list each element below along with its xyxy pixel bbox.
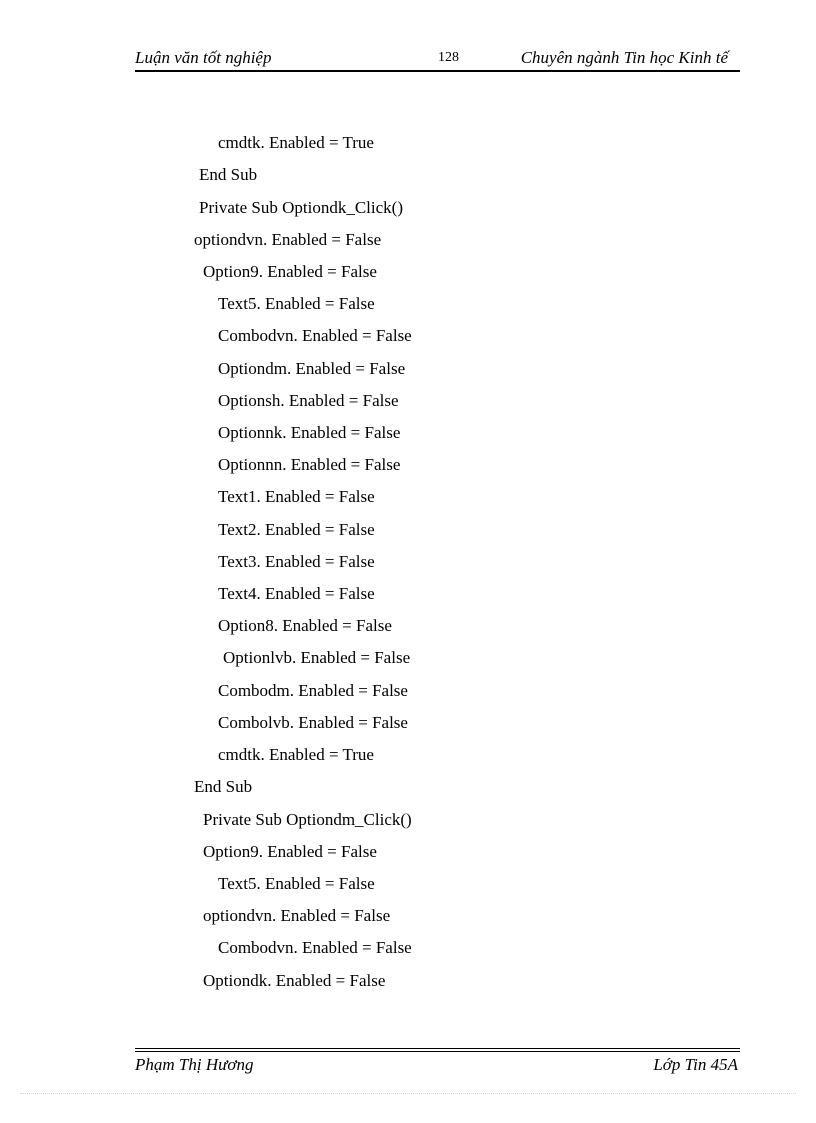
- page-header: [135, 48, 740, 72]
- code-line: Combolvb. Enabled = False: [218, 713, 408, 732]
- code-line: Private Sub Optiondk_Click(): [199, 198, 403, 217]
- code-line: optiondvn. Enabled = False: [194, 230, 382, 249]
- code-line: cmdtk. Enabled = True: [218, 133, 374, 152]
- code-line: Option8. Enabled = False: [218, 616, 392, 635]
- code-line: End Sub: [199, 165, 258, 184]
- code-line: Optionnn. Enabled = False: [218, 455, 401, 474]
- code-line: End Sub: [194, 777, 253, 796]
- code-line: Text3. Enabled = False: [218, 552, 375, 571]
- code-line: Optiondk. Enabled = False: [203, 971, 386, 990]
- footer-class: Lớp Tin 45A: [653, 1055, 738, 1074]
- code-line: Text2. Enabled = False: [218, 520, 375, 539]
- page-number: 128: [438, 50, 459, 65]
- code-line: optiondvn. Enabled = False: [203, 906, 391, 925]
- code-line: Optionsh. Enabled = False: [218, 391, 399, 410]
- code-line: Text5. Enabled = False: [218, 874, 375, 893]
- code-line: Text4. Enabled = False: [218, 584, 375, 603]
- code-line: cmdtk. Enabled = True: [218, 745, 374, 764]
- footer-rule-bottom: [135, 1051, 740, 1052]
- code-line: Private Sub Optiondm_Click(): [203, 810, 412, 829]
- code-line: Text5. Enabled = False: [218, 294, 375, 313]
- header-thesis-title: Luận văn tốt nghiệp: [135, 48, 272, 67]
- footer-author: Phạm Thị Hương: [135, 1055, 254, 1074]
- code-line: Combodm. Enabled = False: [218, 681, 408, 700]
- code-line: Text1. Enabled = False: [218, 487, 375, 506]
- header-major: Chuyên ngành Tin học Kinh tế: [520, 48, 728, 67]
- code-line: Option9. Enabled = False: [203, 842, 377, 861]
- code-line: Optionnk. Enabled = False: [218, 423, 401, 442]
- code-line: Combodvn. Enabled = False: [218, 326, 412, 345]
- code-line: Optiondm. Enabled = False: [218, 359, 406, 378]
- footer-rule-top: [135, 1048, 740, 1049]
- page-bottom-dotted-line: [20, 1093, 796, 1094]
- code-line: Optionlvb. Enabled = False: [223, 648, 411, 667]
- code-line: Combodvn. Enabled = False: [218, 938, 412, 957]
- code-line: Option9. Enabled = False: [203, 262, 377, 281]
